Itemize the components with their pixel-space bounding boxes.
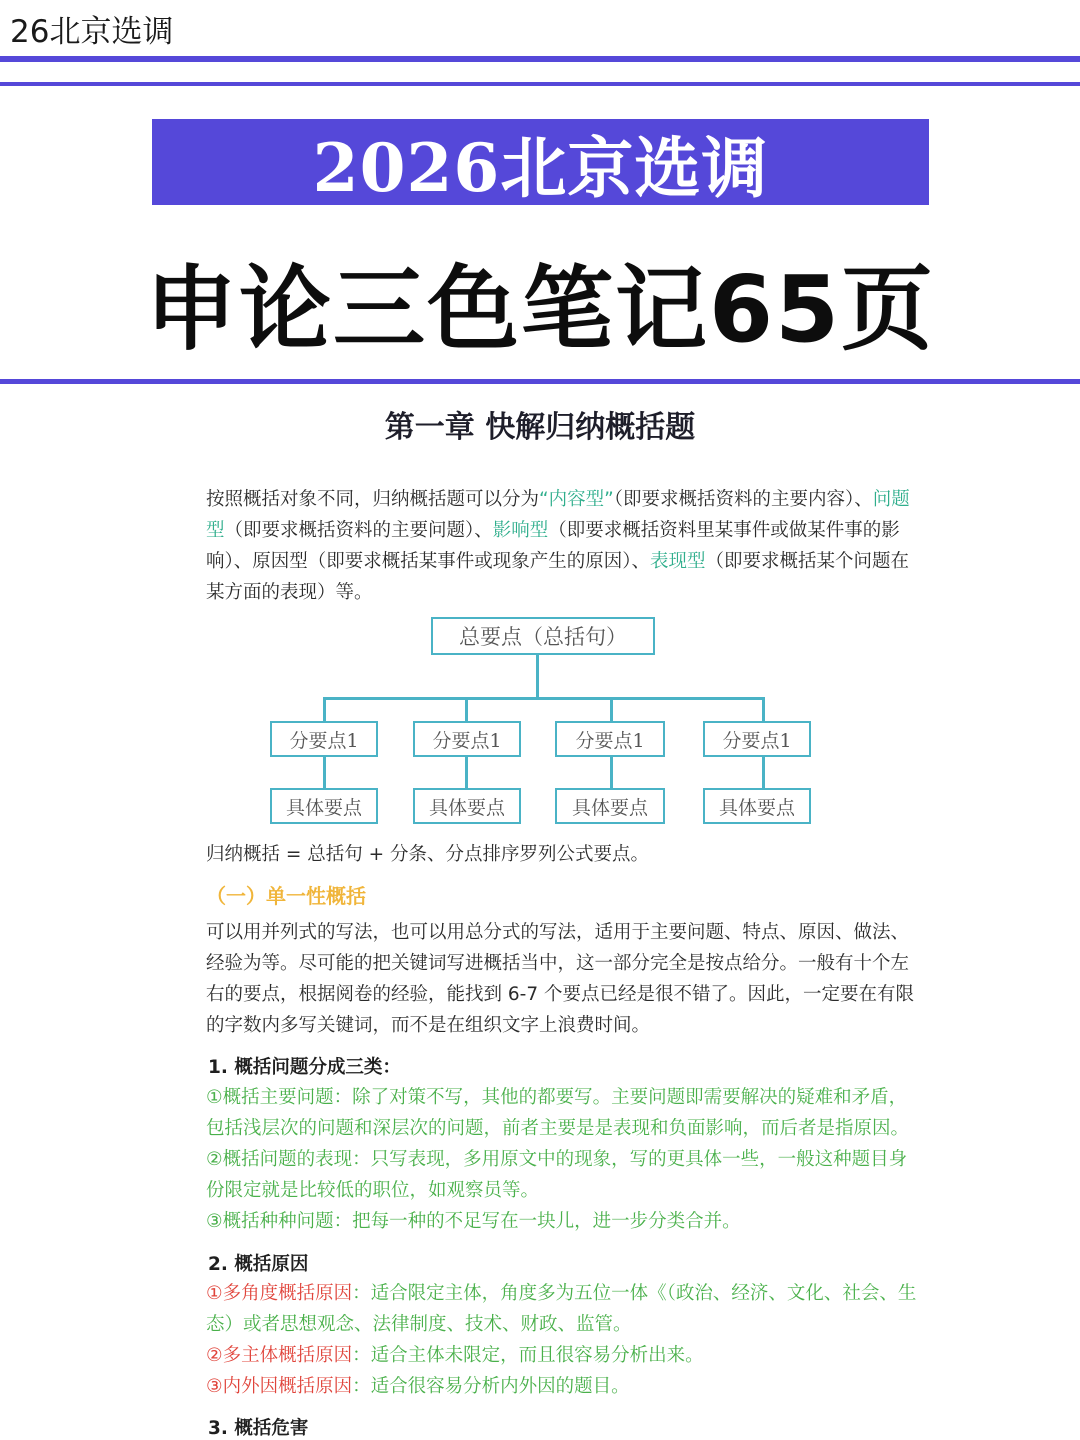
intro-paragraph	[166, 484, 918, 608]
title-band	[152, 119, 929, 205]
diagram-branch: 分要点1	[413, 721, 521, 757]
diagram-connector	[536, 655, 539, 699]
item2-a-text: ：适合限定主体，角度多为五位一体《（政治、经济、文化、社会、生态）或者思想观念、法律制度、技术、财政、监管。	[206, 1283, 917, 1335]
diagram-connector	[610, 697, 613, 721]
item2-c	[166, 1371, 918, 1402]
diagram-connector	[323, 697, 765, 700]
type-impact: 影响型	[492, 520, 549, 541]
intro-text: （即要求概括资料的主要问题）、	[224, 520, 493, 541]
diagram-leaf: 具体要点	[555, 788, 665, 824]
item2-a-label: ①多角度概括原因	[206, 1283, 353, 1304]
diagram-branch: 分要点1	[555, 721, 665, 757]
diagram-branch: 分要点1	[703, 721, 811, 757]
top-divider	[0, 56, 1080, 62]
item2-c-label: ③内外因概括原因	[206, 1376, 353, 1397]
type-manifestation: 表现型	[650, 551, 706, 572]
item1-a-text: ①概括主要问题：除了对策不写，其他的都要写。主要问题即需要解决的疑难和矛盾，包括浅层次的问题和深层次的问题，前者主要是是表现和负面影响，而后者是指原因。	[206, 1087, 910, 1139]
diagram-connector	[465, 757, 468, 788]
item2-b	[166, 1340, 918, 1371]
item1-c-text: ③概括种种问题：把每一种的不足写在一块儿，进一步分类合并。	[206, 1211, 741, 1232]
item1-a	[166, 1082, 918, 1144]
item2-c-text: ：适合很容易分析内外因的题目。	[352, 1376, 630, 1397]
section-body	[166, 917, 918, 1041]
item-heading: 1. 概括问题分成三类：	[208, 1057, 401, 1078]
diagram-leaf: 具体要点	[703, 788, 811, 824]
structure-diagram	[0, 610, 1080, 830]
item2-b-text: ：适合主体未限定，而且很容易分析出来。	[352, 1345, 704, 1366]
banner-divider	[0, 379, 1080, 384]
diagram-leaf: 具体要点	[413, 788, 521, 824]
item1-c	[166, 1206, 918, 1237]
item2-b-label: ②多主体概括原因	[206, 1345, 353, 1366]
diagram-connector	[465, 697, 468, 721]
item1-b	[166, 1144, 918, 1206]
diagram-connector	[323, 697, 326, 721]
section-heading: （一）单一性概括	[206, 884, 366, 908]
diagram-leaf: 具体要点	[270, 788, 378, 824]
intro-text: 按照概括对象不同，归纳概括题可以分为	[206, 489, 540, 510]
section-body-text: 可以用并列式的写法，也可以用总分式的写法，适用于主要问题、特点、原因、做法、经验为等。尽可能的把关键词写进概括当中，这一部分完全是按点给分。一般有十个左右的要点，根据阅卷的经验，能找到 6-7 个要点已经是很不错了。因此，一定要在有限的字数内多写关键词，而不是在组织文字上浪费时间。	[206, 922, 914, 1036]
intro-text: （即要求概括资料里某事件或做某件事的影响）、原因型（即要求概括某事件或现象产生的原因）、	[206, 520, 900, 572]
diagram-connector	[762, 757, 765, 788]
diagram-branch: 分要点1	[270, 721, 378, 757]
headline: 申论三色笔记65页	[144, 256, 936, 363]
diagram-connector	[762, 697, 765, 721]
item2-a	[166, 1278, 918, 1340]
item-heading: 2. 概括原因	[208, 1254, 309, 1275]
formula-text: 归纳概括 = 总括句 + 分条、分点排序罗列公式要点。	[206, 844, 650, 865]
intro-text: （即要求概括某个问题在某方面的表现）等。	[206, 551, 910, 603]
top-divider-thin	[0, 82, 1080, 86]
band-title: 2026北京选调	[312, 128, 769, 207]
diagram-connector	[323, 757, 326, 788]
intro-text: （即要求概括资料的主要内容）、	[613, 489, 873, 510]
item-heading: 3. 概括危害	[208, 1418, 309, 1439]
chapter-title: 第一章 快解归纳概括题	[384, 410, 696, 445]
diagram-root: 总要点（总括句）	[431, 617, 655, 655]
app-title: 26北京选调	[10, 14, 174, 50]
item1-b-text: ②概括问题的表现：只写表现，多用原文中的现象，写的更具体一些，一般这种题目身份限定就是比较低的职位，如观察员等。	[206, 1149, 908, 1201]
type-problem: 问题型	[206, 489, 910, 541]
diagram-connector	[610, 757, 613, 788]
type-content: “内容型”	[539, 489, 614, 510]
